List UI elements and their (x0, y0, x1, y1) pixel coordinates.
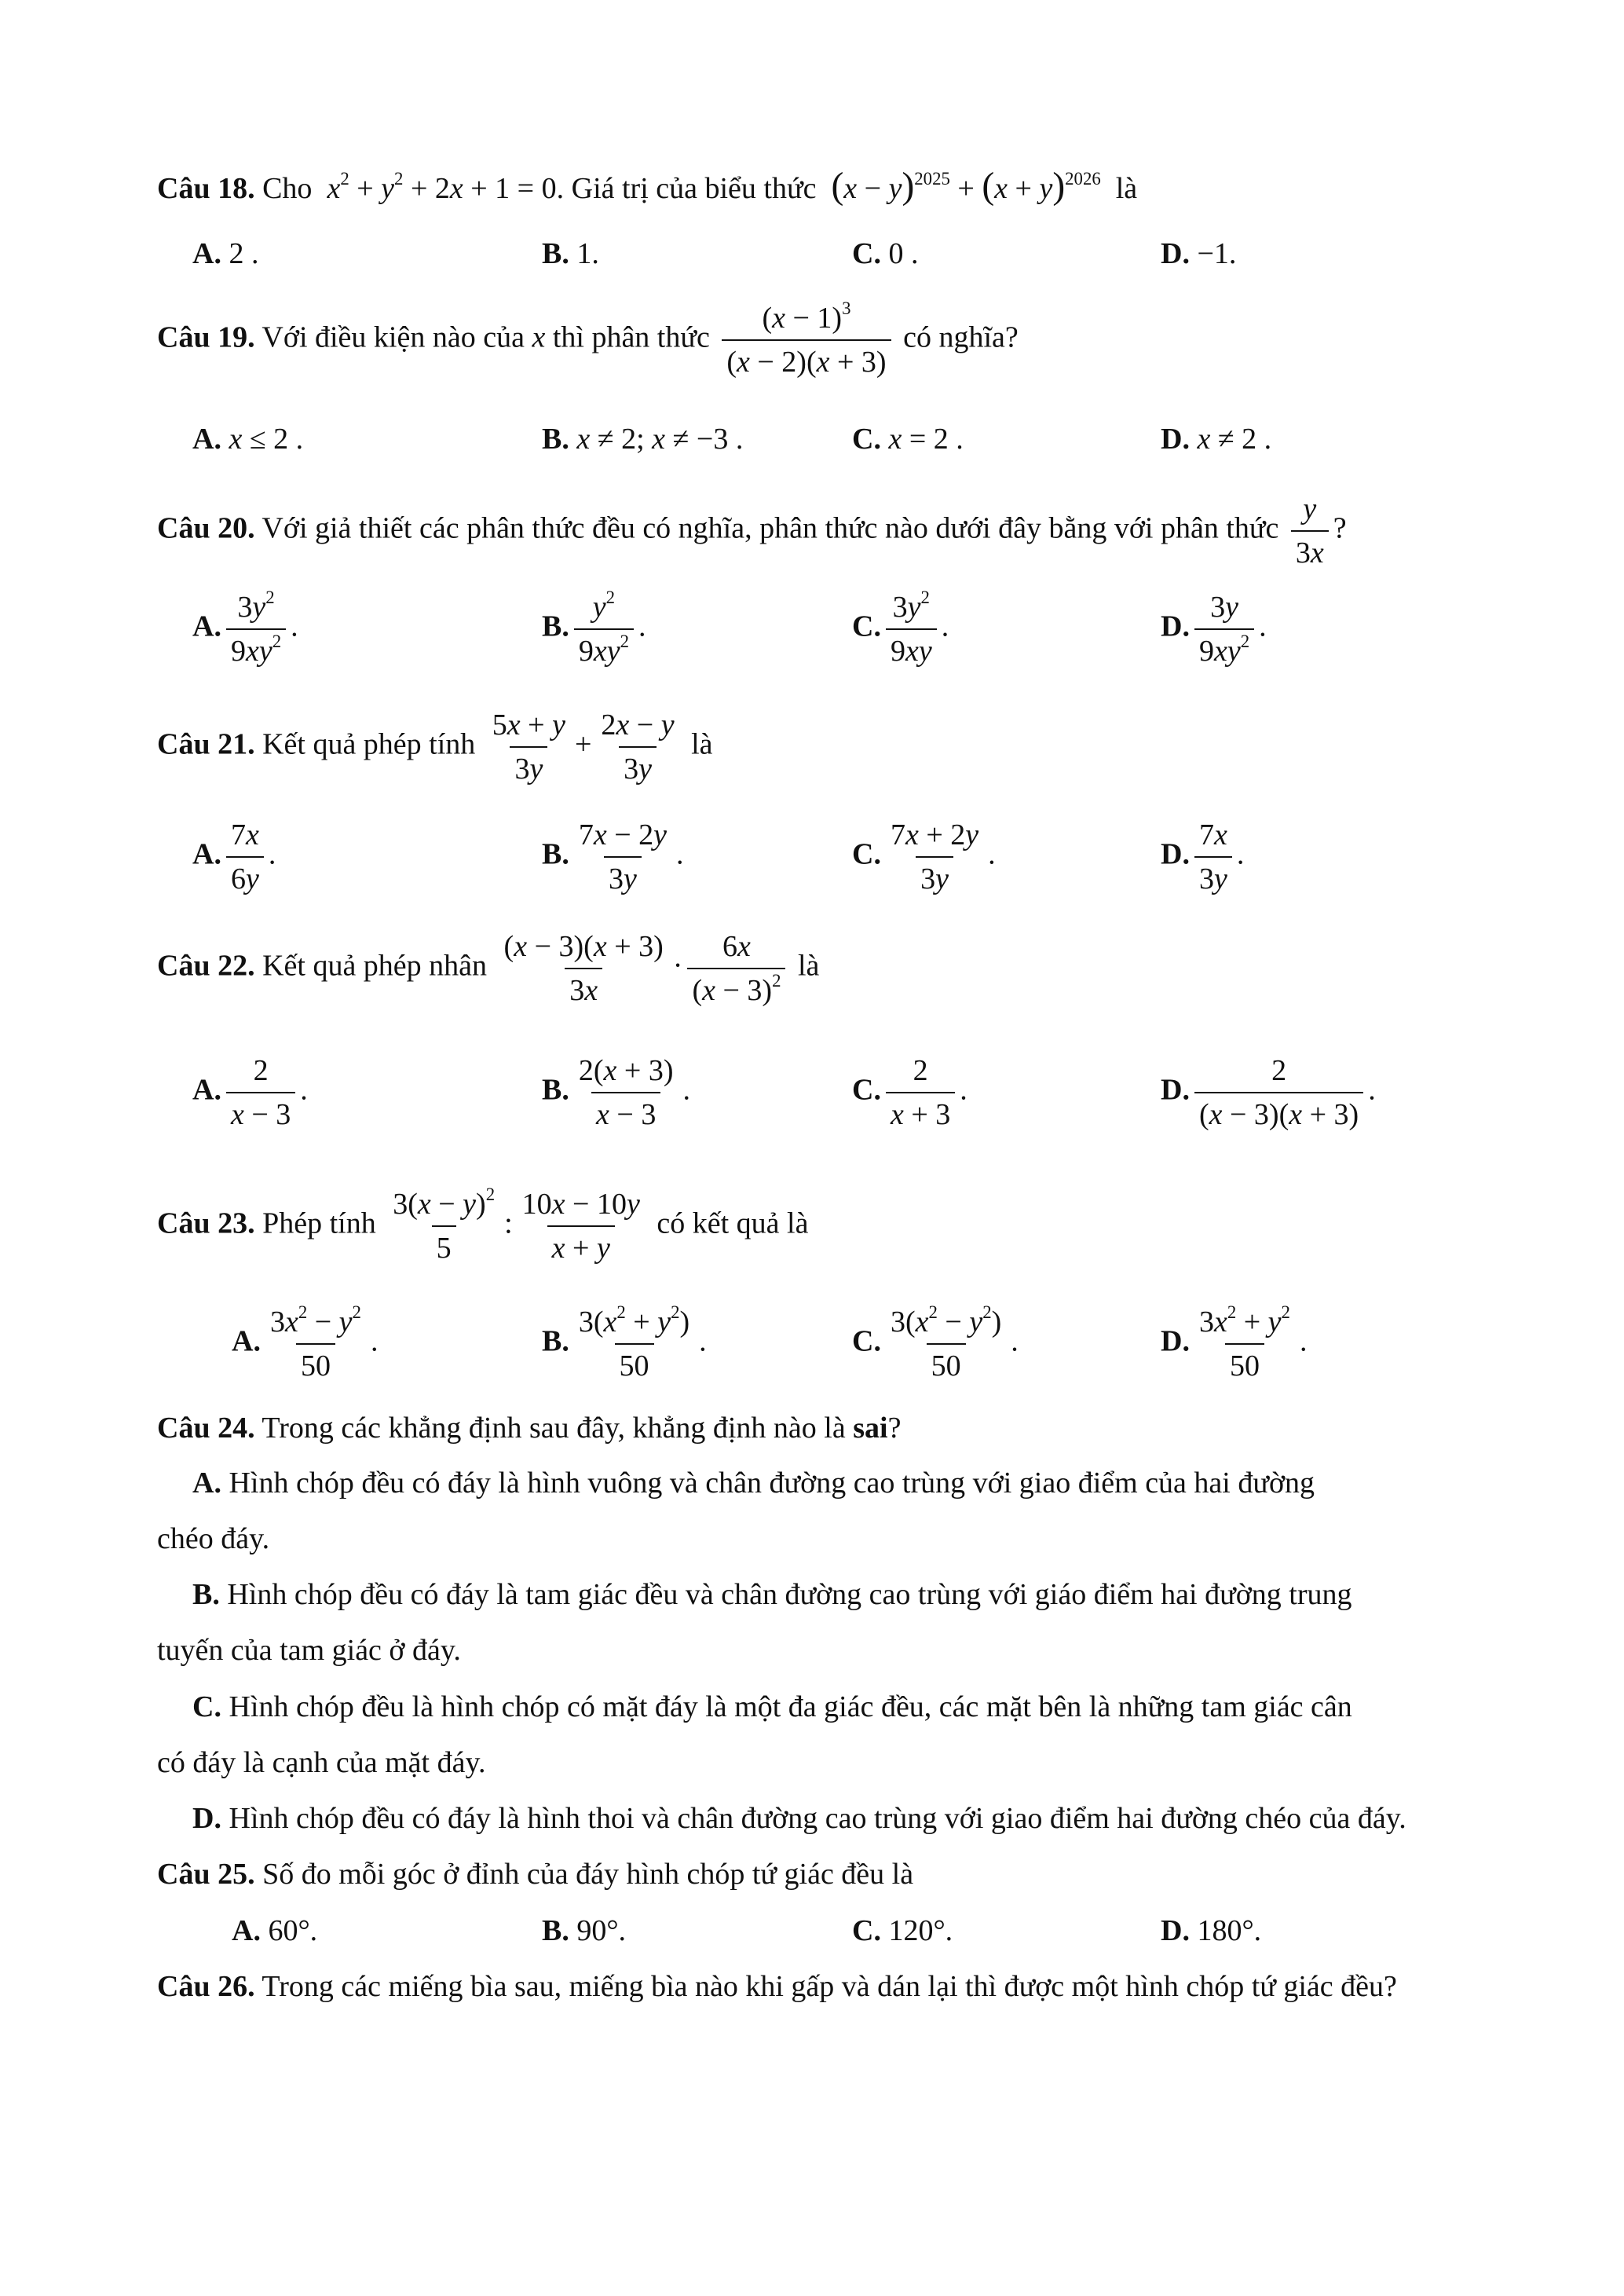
option-letter: D. (1161, 837, 1190, 871)
option-letter: A. (232, 1914, 261, 1947)
option-18c[interactable] (852, 236, 918, 272)
question-24 (157, 1410, 901, 1446)
question-label: Câu 25. (157, 1858, 255, 1891)
option-20a[interactable]: A. $\frac{3y^2}{9xy^2}$ . (192, 587, 298, 668)
option-letter: C. (852, 837, 881, 871)
option-value: 60°. (268, 1914, 318, 1947)
question-text: Cho (262, 172, 313, 205)
question-25 (157, 1856, 913, 1892)
question-text: thì phân thức (552, 320, 710, 354)
option-letter: B. (542, 837, 569, 871)
option-letter: B. (192, 1578, 220, 1611)
option-25c[interactable] (852, 1913, 953, 1949)
question-text: là (1115, 172, 1138, 205)
option-value: 0 . (888, 237, 919, 270)
option-value: 2 . (229, 237, 259, 270)
option-25b[interactable] (542, 1913, 626, 1949)
option-19d[interactable]: D. x ≠ 2 . (1161, 423, 1272, 456)
question-text: là (691, 727, 713, 761)
fraction: $\frac{y}{3x}$ (1291, 491, 1329, 571)
question-label: Câu 22. (157, 949, 255, 983)
question-label: Câu 18. (157, 172, 255, 205)
option-text: Hình chóp đều có đáy là tam giác đều và chân đường cao trùng với giáo điểm hai đường trung (227, 1578, 1352, 1611)
option-20c[interactable]: C. $\frac{3y^2}{9xy}$ . (852, 587, 949, 668)
question-text: Với điều kiện nào của (262, 320, 525, 354)
option-text: Hình chóp đều có đáy là hình vuông và chân đường cao trùng với giao điểm của hai đường (229, 1467, 1315, 1500)
option-24a[interactable] (192, 1465, 1315, 1501)
option-18b[interactable] (542, 236, 599, 272)
question-label: Câu 19. (157, 320, 255, 354)
question-20 (157, 491, 1347, 571)
option-22a[interactable]: A. $\frac{2}{x - 3}$ . (192, 1054, 308, 1131)
fraction: $\frac{2x - y}{3y}$ (601, 709, 675, 785)
question-text: ? (1333, 511, 1347, 545)
option-18a[interactable] (192, 236, 258, 272)
question-22: Câu 22. Kết quả phép nhân $\frac{(x - 3)(x + 3)}{3x}$ · $\frac{6x}{(x - 3)^2}$ là (157, 930, 820, 1007)
question-text: Trong các khẳng định sau đây, khẳng định nào là (262, 1412, 846, 1445)
question-text: Kết quả phép nhân (262, 949, 488, 983)
option-letter: A. (192, 1467, 221, 1500)
question-label: Câu 26. (157, 1970, 255, 2003)
option-23c[interactable]: C. $\frac{3(x^2 - y^2)}{50}$ . (852, 1302, 1019, 1382)
option-value: 180°. (1197, 1914, 1262, 1947)
question-label: Câu 24. (157, 1412, 255, 1445)
option-22d[interactable]: D. $\frac{2}{(x - 3)(x + 3)}$ . (1161, 1054, 1376, 1131)
option-23a[interactable]: A. $\frac{3x^2 - y^2}{50}$ . (232, 1302, 379, 1382)
question-text: . Giá trị của biểu thức (556, 172, 817, 205)
option-19a[interactable]: A. x ≤ 2 . (192, 423, 304, 456)
option-letter: D. (1161, 1914, 1190, 1947)
option-20b[interactable]: B. $\frac{y^2}{9xy^2}$ . (542, 587, 646, 668)
equation: $x^2 + y^2 + 2x + 1 = 0$ (327, 168, 557, 205)
option-letter: C. (852, 237, 881, 270)
option-letter: D. (1161, 1073, 1190, 1107)
question-label: Câu 23. (157, 1207, 255, 1240)
option-24c-cont (157, 1745, 486, 1781)
option-letter: B. (542, 237, 569, 270)
option-text: tuyến của tam giác ở đáy. (157, 1634, 461, 1667)
option-letter: C. (852, 610, 881, 643)
option-letter: D. (192, 1802, 221, 1835)
option-letter: A. (232, 1324, 261, 1358)
emphasis-text: sai (853, 1412, 888, 1445)
option-25a[interactable] (232, 1913, 317, 1949)
option-22c[interactable]: C. $\frac{2}{x + 3}$ . (852, 1054, 967, 1131)
question-label: Câu 20. (157, 511, 255, 545)
option-25d[interactable] (1161, 1913, 1261, 1949)
option-letter: C. (852, 423, 881, 456)
question-text: Với giả thiết các phân thức đều có nghĩa, phân thức nào dưới đây bằng với phân thức (262, 511, 1279, 545)
option-24b-cont (157, 1632, 461, 1668)
option-value: 1. (576, 237, 599, 270)
question-text: có nghĩa? (903, 320, 1019, 354)
option-letter: A. (192, 237, 221, 270)
option-19c[interactable]: C. x = 2 . (852, 423, 964, 456)
option-21a[interactable]: A. $\frac{7x}{6y}$ . (192, 818, 276, 895)
option-24d[interactable] (192, 1800, 1406, 1836)
question-text: Kết quả phép tính (262, 727, 476, 761)
question-23: Câu 23. Phép tính $\frac{3(x - y)^2}{5}$ : $\frac{10x - 10y}{x + y}$ có kết quả là (157, 1184, 809, 1265)
question-26 (157, 1968, 1397, 2005)
option-text: chéo đáy. (157, 1522, 270, 1555)
option-letter: B. (542, 610, 569, 643)
option-letter: D. (1161, 610, 1190, 643)
option-letter: A. (192, 1073, 221, 1107)
fraction: $\frac{3(x - y)^2}{5}$ (393, 1184, 496, 1265)
option-value: 120°. (888, 1914, 953, 1947)
fraction: $\frac{(x - 1)^3}{(x - 2)(x + 3)}$ (722, 300, 891, 380)
option-letter: B. (542, 1324, 569, 1358)
question-text: ? (887, 1412, 902, 1445)
option-letter: D. (1161, 423, 1190, 456)
fraction: $\frac{6x}{(x - 3)^2}$ (687, 928, 785, 1009)
option-24a-cont (157, 1521, 269, 1557)
question-text: Trong các miếng bìa sau, miếng bìa nào khi gấp và dán lại thì được một hình chóp tứ giác đều? (262, 1970, 1397, 2003)
question-label: Câu 21. (157, 727, 255, 761)
option-letter: C. (852, 1914, 881, 1947)
option-letter: A. (192, 423, 221, 456)
option-letter: B. (542, 1914, 569, 1947)
option-letter: A. (192, 610, 221, 643)
option-letter: B. (542, 423, 569, 456)
question-text: có kết quả là (657, 1207, 809, 1240)
expression: $(x - y)^{2025} + (x + y)^{2026}$ (831, 166, 1101, 207)
question-19: Câu 19. Với điều kiện nào của x thì phân thức $\frac{(x - 1)^3}{(x - 2)(x + 3)}$ có nghĩa? (157, 298, 1019, 379)
option-letter: C. (852, 1324, 881, 1358)
option-letter: C. (852, 1073, 881, 1107)
option-letter: D. (1161, 237, 1190, 270)
option-22b[interactable]: B. $\frac{2(x + 3)}{x - 3}$ . (542, 1054, 690, 1131)
fraction: $\frac{10x - 10y}{x + y}$ (521, 1188, 640, 1265)
question-text: Phép tính (262, 1207, 376, 1240)
option-23b[interactable]: B. $\frac{3(x^2 + y^2)}{50}$ . (542, 1302, 707, 1382)
option-24c[interactable] (192, 1689, 1352, 1725)
option-21d[interactable]: D. $\frac{7x}{3y}$ . (1161, 818, 1245, 895)
option-value: −1. (1197, 237, 1237, 270)
option-18d[interactable] (1161, 236, 1236, 272)
question-18 (157, 168, 1137, 207)
question-text: là (797, 949, 820, 983)
option-value: 90°. (576, 1914, 627, 1947)
question-21: Câu 21. Kết quả phép tính $\frac{5x + y}{3y}$ + $\frac{2x - y}{3y}$ là (157, 709, 713, 785)
option-19b[interactable]: B. x ≠ 2; x ≠ −3 . (542, 423, 744, 456)
option-letter: A. (192, 837, 221, 871)
fraction: $\frac{5x + y}{3y}$ (492, 709, 565, 785)
option-20d[interactable]: D. $\frac{3y}{9xy^2}$ . (1161, 591, 1267, 668)
fraction: $\frac{(x - 3)(x + 3)}{3x}$ (503, 930, 664, 1007)
option-23d[interactable]: D. $\frac{3x^2 + y^2}{50}$ . (1161, 1302, 1308, 1382)
option-text: Hình chóp đều có đáy là hình thoi và chân đường cao trùng với giao điểm hai đường chéo của đáy. (229, 1802, 1406, 1835)
question-text: Số đo mỗi góc ở đỉnh của đáy hình chóp tứ giác đều là (262, 1858, 914, 1891)
option-text: có đáy là cạnh của mặt đáy. (157, 1746, 486, 1779)
option-text: Hình chóp đều là hình chóp có mặt đáy là một đa giác đều, các mặt bên là những tam giác cân (229, 1690, 1352, 1723)
option-21b[interactable]: B. $\frac{7x - 2y}{3y}$ . (542, 818, 684, 895)
option-letter: B. (542, 1073, 569, 1107)
option-24b[interactable] (192, 1576, 1352, 1613)
option-letter: C. (192, 1690, 221, 1723)
option-letter: D. (1161, 1324, 1190, 1358)
option-21c[interactable]: C. $\frac{7x + 2y}{3y}$ . (852, 818, 996, 895)
